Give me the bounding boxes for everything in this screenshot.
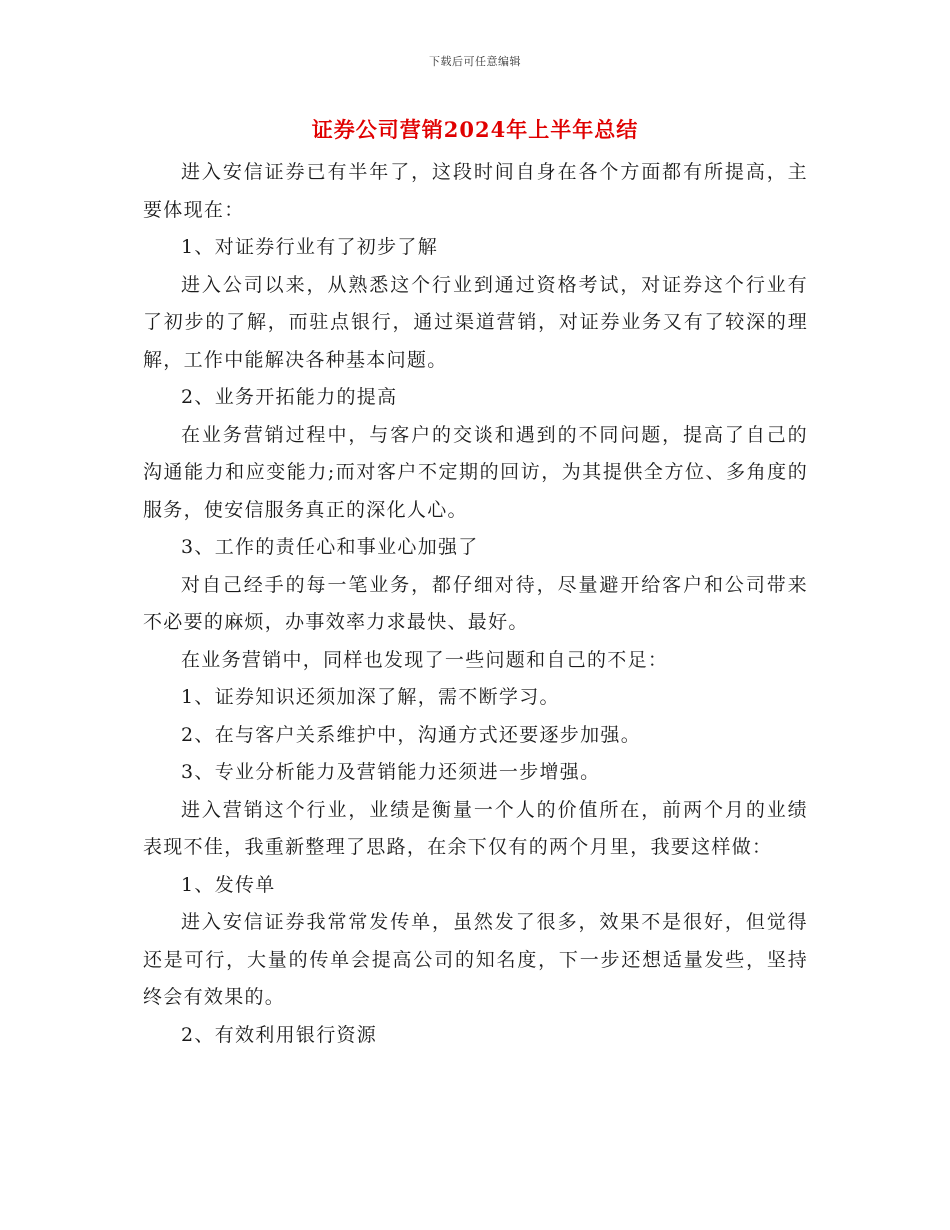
heading-business-development: 2、业务开拓能力的提高 <box>181 386 398 408</box>
heading-industry-understanding: 1、对证券行业有了初步了解 <box>181 236 438 258</box>
list-item-shortcoming-2: 2、在与客户关系维护中，沟通方式还要逐步加强。 <box>181 723 641 746</box>
document-title: 证券公司营销2024年上半年总结 <box>311 117 639 142</box>
paragraph-plan-intro: 进入营销这个行业，业绩是衡量一个人的价值所在，前两个月的业绩表现不佳，我重新整理了思路，在余下仅有的两个月里，我要这样做： <box>143 798 808 858</box>
heading-responsibility: 3、工作的责任心和事业心加强了 <box>181 536 479 558</box>
header-note: 下载后可任意编辑 <box>429 55 521 68</box>
paragraph-flyers: 进入安信证券我常常发传单，虽然发了很多，效果不是很好，但觉得还是可行，大量的传单会提高公司的知名度，下一步还想适量发些，坚持终会有效果的。 <box>143 911 808 1008</box>
list-item-shortcoming-1: 1、证券知识还须加深了解，需不断学习。 <box>181 686 560 708</box>
document-body <box>143 154 808 1054</box>
paragraph-shortcomings-intro: 在业务营销中，同样也发现了一些问题和自己的不足： <box>181 648 669 671</box>
paragraph-intro: 进入安信证券已有半年了，这段时间自身在各个方面都有所提高，主要体现在： <box>143 161 808 221</box>
list-item-shortcoming-3: 3、专业分析能力及营销能力还须进一步增强。 <box>181 761 601 783</box>
heading-bank-resources: 2、有效利用银行资源 <box>181 1023 378 1046</box>
paragraph-business-development: 在业务营销过程中，与客户的交谈和遇到的不同问题，提高了自己的沟通能力和应变能力;而对客户不定期的回访，为其提供全方位、多角度的服务，使安信服务真正的深化人心。 <box>143 423 808 521</box>
paragraph-responsibility: 对自己经手的每一笔业务，都仔细对待，尽量避开给客户和公司带来不必要的麻烦，办事效率力求最快、最好。 <box>143 573 808 633</box>
paragraph-industry-understanding: 进入公司以来，从熟悉这个行业到通过资格考试，对证券这个行业有了初步的了解，而驻点银行，通过渠道营销，对证券业务又有了较深的理解，工作中能解决各种基本问题。 <box>143 273 808 371</box>
heading-flyers: 1、发传单 <box>181 873 276 896</box>
